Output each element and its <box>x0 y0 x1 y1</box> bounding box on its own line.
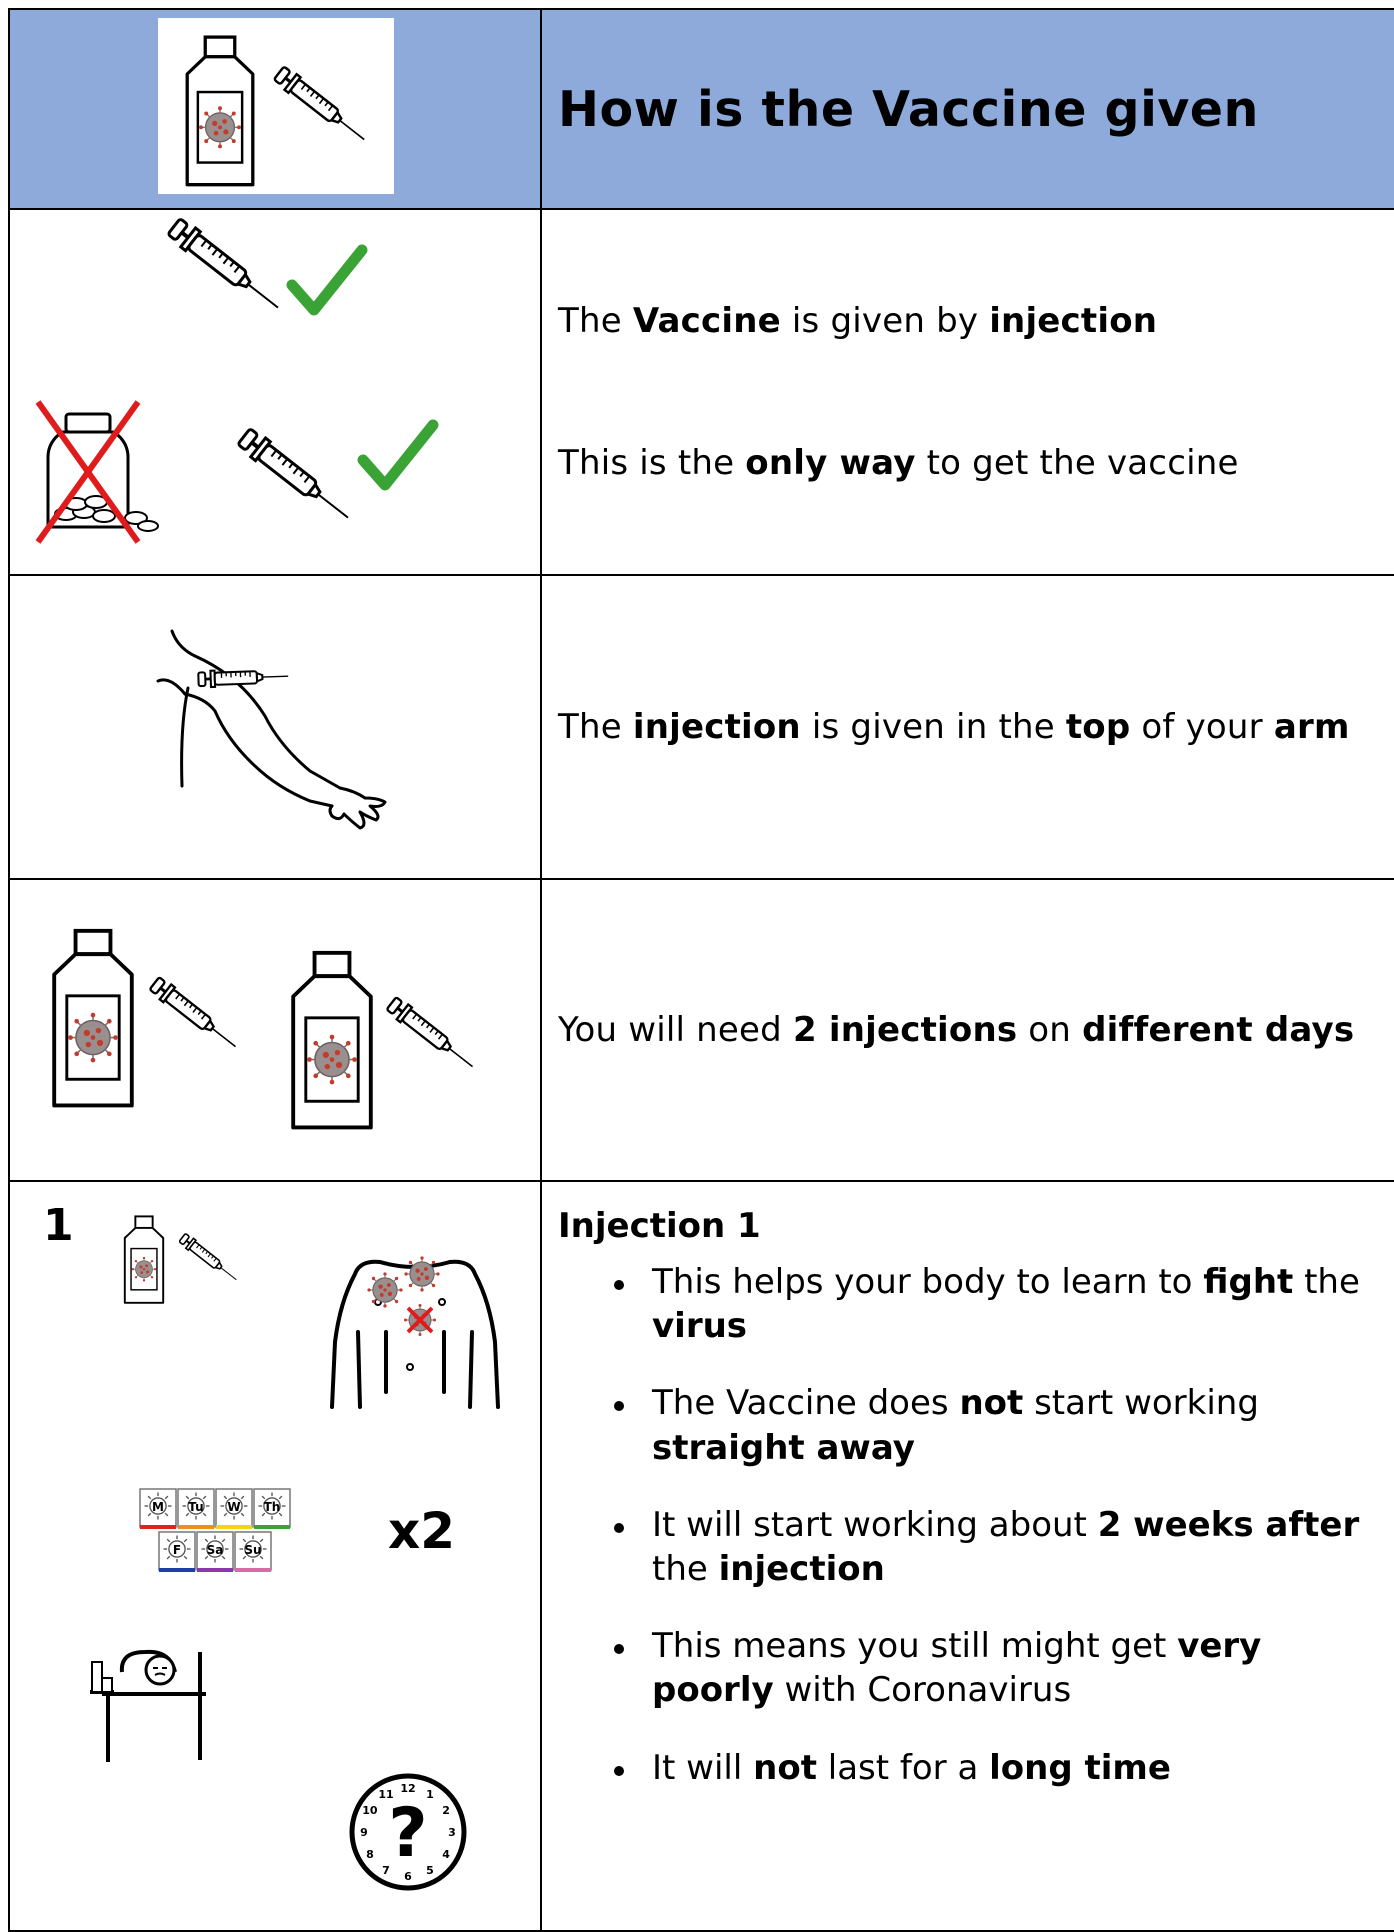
svg-text:Th: Th <box>263 1500 281 1514</box>
bullet-dot <box>614 1401 624 1411</box>
injection-1-title: Injection 1 <box>558 1206 761 1246</box>
bullet-item: It will start working about 2 weeks after the injection <box>652 1503 1394 1591</box>
clock-number: 10 <box>362 1804 378 1817</box>
svg-text:M: M <box>152 1500 164 1514</box>
svg-text:W: W <box>227 1500 241 1514</box>
row1-line1: The Vaccine is given by injection <box>558 300 1158 341</box>
bullet-dot <box>614 1766 624 1776</box>
row1-picture-cell <box>9 209 541 575</box>
page-title: How is the Vaccine given <box>558 80 1259 138</box>
row1-line2: This is the only way to get the vaccine <box>558 443 1239 483</box>
row3-line: You will need 2 injections on different days <box>558 1009 1355 1050</box>
clock-number: 9 <box>360 1826 368 1839</box>
question-mark-icon: ? <box>388 1794 428 1873</box>
row3-text-cell <box>541 879 1394 1181</box>
clock-number: 4 <box>442 1848 450 1861</box>
vaccine-bottle-syringe-icon <box>10 10 542 208</box>
row-injection-1 <box>9 1181 1394 1931</box>
row2-picture-cell <box>9 575 541 879</box>
clock-number: 2 <box>442 1804 450 1817</box>
syringe-check-icon-2 <box>10 210 542 574</box>
row4-picture-cell <box>9 1181 541 1931</box>
clock-number: 7 <box>382 1864 390 1878</box>
bullet-dot <box>614 1523 624 1533</box>
bullet-item: It will not last for a long time <box>652 1746 1394 1790</box>
clock-number: 1 <box>426 1787 434 1801</box>
row3-picture-cell <box>9 879 541 1181</box>
two-vaccine-bottles-icon <box>10 880 542 1180</box>
bullet-item: The Vaccine does not start working straight away <box>652 1381 1394 1469</box>
svg-text:F: F <box>172 1543 182 1557</box>
easy-read-table <box>8 8 1394 1932</box>
svg-text:Sa: Sa <box>206 1543 224 1557</box>
clock-number: 11 <box>378 1787 394 1801</box>
row-two-injections <box>9 879 1394 1181</box>
bullet-item: This means you still might get very poorly with Coronavirus <box>652 1624 1394 1712</box>
clock-question-icon <box>10 1182 542 1930</box>
row1-text-cell <box>541 209 1394 575</box>
injection-number: 1 <box>43 1200 74 1251</box>
bullet-dot <box>614 1280 624 1290</box>
easy-read-page <box>8 8 1394 1932</box>
row4-text-cell <box>541 1181 1394 1931</box>
row2-text-cell <box>541 575 1394 879</box>
header-title-cell <box>541 9 1394 209</box>
row2-line: The injection is given in the top of your arm <box>558 706 1350 747</box>
clock-number: 6 <box>404 1870 412 1883</box>
repeat-multiplier: x2 <box>388 1502 456 1560</box>
clock-number: 8 <box>366 1848 374 1861</box>
header-picture-cell <box>9 9 541 209</box>
bullet-dot <box>614 1644 624 1654</box>
row-top-of-arm <box>9 575 1394 879</box>
svg-text:Su: Su <box>244 1543 262 1557</box>
svg-text:Tu: Tu <box>188 1500 204 1514</box>
clock-number: 12 <box>400 1782 416 1795</box>
clock-number: 3 <box>448 1826 456 1839</box>
header-row <box>9 9 1394 209</box>
row-injection-only <box>9 209 1394 575</box>
arm-injection-icon <box>10 576 542 878</box>
injection-1-bullets <box>542 1260 1394 1790</box>
clock-number: 5 <box>426 1864 434 1878</box>
bullet-item: This helps your body to learn to fight the virus <box>652 1260 1394 1348</box>
